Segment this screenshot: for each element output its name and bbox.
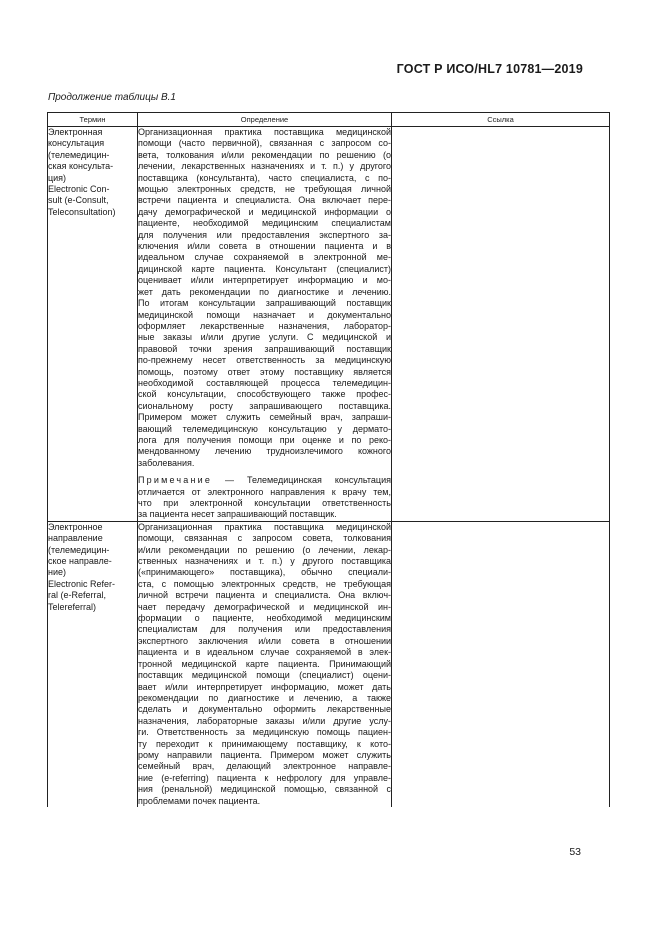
table-row <box>48 127 610 522</box>
definition-line: рекомендации по диагностике и лечению, а также <box>138 692 391 703</box>
definition-line: ской консультации, способствующего также профес- <box>138 389 391 400</box>
definition-line: дачу демографической и медицинской информации о <box>138 206 391 217</box>
definition-line: вает и/или интерпретирует информацию, может дать <box>138 681 391 692</box>
term-line: ское направле- <box>48 556 112 567</box>
table-row <box>48 521 610 807</box>
definition-line: дицинской карте пациента. Консультант (специалист) <box>138 263 391 274</box>
term-line: Электронное <box>48 521 103 532</box>
table-caption: Продолжение таблицы В.1 <box>48 92 176 103</box>
definition-line: помощи, связанная с запросом совета, толкования <box>138 533 391 544</box>
definition-line: оценивает и/или интерпретирует информацию и мо- <box>138 275 391 286</box>
definition-line: мощью электронных средств, не требующая личной <box>138 184 391 195</box>
definition-line: ста, с помощью электронных средств, не требующая <box>138 578 391 589</box>
definition-line: оформляет лекарственные назначения, лаборатор- <box>138 320 391 331</box>
definition-line: идеальном случае сохраняемой в электронной ме- <box>138 252 391 263</box>
definition-line: личной встречи пациента и специалиста. Она включ- <box>138 590 391 601</box>
term-line: ral (e-Referral, <box>48 590 107 601</box>
definition-line: ние (e-referring) пациента к нефрологу для управле- <box>138 772 391 783</box>
definition-line: назначения, лабораторные заказы и/или другие услу- <box>138 715 391 726</box>
term-line: Электронная <box>48 127 103 137</box>
definition-line: специалистам для получения или предоставления <box>138 624 391 635</box>
definition-line: экспертного заключения и/или совета в отношении <box>138 635 391 646</box>
note-line: отличается от электронного направления к врачу тем, <box>138 486 391 497</box>
definition-line: встречи пациента и специалиста. Она включает пере- <box>138 195 391 206</box>
term-line: Teleconsultation) <box>48 206 116 217</box>
note-line: за пациента несет запрашивающий поставщик. <box>138 509 337 520</box>
definition-line: проблемами почек пациента. <box>138 795 261 806</box>
definition-line: сделать и документально оформить лекарственные <box>138 704 391 715</box>
definition-line: сиональному росту запрашивающего поставщика. <box>138 400 391 411</box>
note-label: Примечание <box>138 475 213 486</box>
definition-line: заболевания. <box>138 457 195 468</box>
term-line: Electronic Refer- <box>48 578 116 589</box>
term-line: направление <box>48 533 103 544</box>
definition-line: лога для получения помощи при оценке и по реко- <box>138 434 391 445</box>
definition-line: помощь, поэтому ответ этому поставщику является <box>138 366 391 377</box>
definition-line: формации о пациенте, необходимой медицинским <box>138 613 391 624</box>
definition-line: вающий телемедицинскую консультацию у дермато- <box>138 423 391 434</box>
definition-line: Организационная практика поставщика медицинской <box>138 521 391 532</box>
note-line: — Телемедицинская консультация <box>225 475 391 486</box>
term-line: Electronic Con- <box>48 184 110 195</box>
term-line: ние) <box>48 567 66 578</box>
definition-line: ния (ренальной) медицинской помощью, связанной с <box>138 784 391 795</box>
definition-line: мендованному лечению трудноизлечимого кожного <box>138 446 391 457</box>
terms-table <box>47 112 610 807</box>
note <box>138 475 391 521</box>
reference-cell <box>392 127 610 522</box>
definition-line: необходимой составляющей процесса телемедицин- <box>138 377 391 388</box>
definition-line: для получения или предоставления экспертного за- <box>138 229 391 240</box>
definition-line: пациенте, необходимой медицинским специалистам <box>138 218 391 229</box>
definition-cell <box>138 521 392 807</box>
definition-line: тронной медицинской карте пациента. Принимающий <box>138 658 391 669</box>
definition-line: и/или рекомендации по решению (о лечении, лекар- <box>138 544 391 555</box>
page-number: 53 <box>569 846 581 858</box>
table-header-row <box>48 113 610 127</box>
term-cell <box>48 521 138 807</box>
term-line: (телемедицин- <box>48 149 110 160</box>
term-line: Telereferral) <box>48 601 97 612</box>
definition-line: правовой точки зрения запрашивающий поставщик <box>138 343 391 354</box>
definition-cell <box>138 127 392 522</box>
definition-line: рому направили пациента. Примером может служить <box>138 749 391 760</box>
definition-line: ные заказы и/или другие услуги. С медицинской и <box>138 332 391 343</box>
column-header-term: Термин <box>48 113 138 127</box>
definition-line: Примером может служить семейный врач, запраши- <box>138 412 391 423</box>
definition-line: семейный врач, делающий электронное направле- <box>138 761 391 772</box>
definition-line: поставщик медицинской помощи (специалист) оцени- <box>138 670 391 681</box>
definition-line: По итогам консультации запрашивающий поставщик <box>138 298 391 309</box>
definition-line: ту переходит к принимающему поставщику, к кото- <box>138 738 391 749</box>
reference-cell <box>392 521 610 807</box>
definition-line: («принимающего» поставщика), обычно специали- <box>138 567 391 578</box>
definition-line: жет дать рекомендации по диагностике и лечению. <box>138 286 391 297</box>
definition-line: ги. Ответственность за медицинскую помощь пациен- <box>138 727 391 738</box>
definition-line: вета, толкования и/или рекомендации по решению (о <box>138 149 391 160</box>
term-line: sult (e-Consult, <box>48 195 109 206</box>
term-line: консультация <box>48 138 105 149</box>
term-line: ция) <box>48 172 67 183</box>
definition-line: лечении, лекарственных назначениях и т. п.) у другого <box>138 161 391 172</box>
term-line: (телемедицин- <box>48 544 110 555</box>
note-line: что при электронной консультации ответственность <box>138 498 391 508</box>
definition-line: Организационная практика поставщика медицинской <box>138 127 391 137</box>
term-cell <box>48 127 138 522</box>
column-header-reference: Ссылка <box>392 113 610 127</box>
definition-line: медицинской помощи назначает и документально <box>138 309 391 320</box>
definition-line: пациента и в идеальном случае сохраняемой в элек- <box>138 647 391 658</box>
definition-line: ственных назначениях и т. п.) у другого поставщика <box>138 556 391 567</box>
column-header-definition: Определение <box>138 113 392 127</box>
term-line: ская консульта- <box>48 161 114 172</box>
definition-line: помощи (часто первичной), связанная с запросом со- <box>138 138 391 149</box>
standard-designation: ГОСТ Р ИСО/HL7 10781—2019 <box>396 62 583 76</box>
definition-line: ключения и/или совета в отношении пациента и в <box>138 241 391 252</box>
definition-line: чает передачу демографической и медицинской ин- <box>138 601 391 612</box>
definition-line: поставщика (консультанта), часто специалиста, с по- <box>138 172 391 183</box>
definition-line: по-прежнему несет ответственность за медицинскую <box>138 355 391 366</box>
